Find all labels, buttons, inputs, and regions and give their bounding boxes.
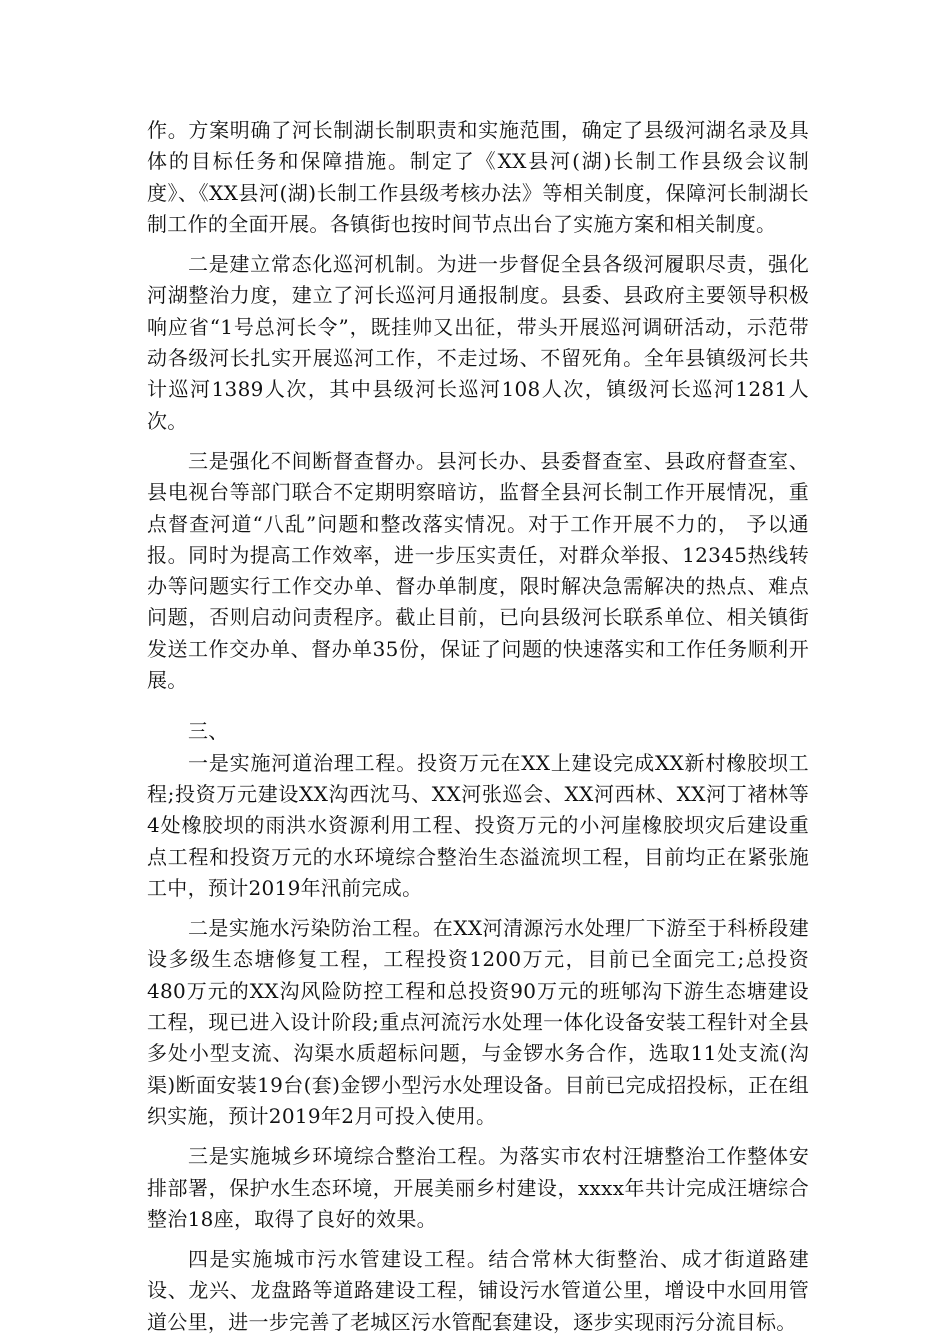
paragraph-environment-improvement: 三是实施城乡环境综合整治工程。为落实市农村汪塘整治工作整体安排部署，保护水生态环境，开展美丽乡村建设，xxxx年共计完成汪塘综合整治18座，取得了良好的效果。 — [147, 1144, 809, 1231]
paragraph-river-governance: 一是实施河道治理工程。投资万元在XX上建设完成XX新村橡胶坝工程;投资万元建设XX沟西沈马、XX河张巡会、XX河西林、XX河丁褚林等4处橡胶坝的雨洪水资源利用工程、投资万元的小河崖橡胶坝灾后建设重点工程和投资万元的水环境综合整治生态溢流坝工程，目前均正在紧张施工中，预计2019年汛前完成。 — [147, 750, 809, 900]
paragraph-continuation: 作。方案明确了河长制湖长制职责和实施范围，确定了县级河湖名录及具体的目标任务和保障措施。制定了《XX县河(湖)长制工作县级会议制度》、《XX县河(湖)长制工作县级考核办法》等相关制度，保障河长制湖长制工作的全面开展。各镇街也按时间节点出台了实施方案和相关制度。 — [147, 118, 809, 236]
section-heading: 三、 — [188, 719, 229, 744]
document-body — [147, 115, 809, 1338]
paragraph-supervision: 三是强化不间断督查督办。县河长办、县委督查室、县政府督查室、县电视台等部门联合不定期明察暗访，监督全县河长制工作开展情况，重点督查河道“八乱”问题和整改落实情况。对于工作开展不力的， 予以通报。同时为提高工作效率，进一步压实责任，对群众举报、12345热线转办等问题实行工作交办单、督办单制度，限时解决急需解决的热点、难点问题，否则启动问责程序。截止目前，已向县级河长联系单位、相关镇街发送工作交办单、督办单35份，保证了问题的快速落实和工作任务顺利开展。 — [147, 448, 809, 693]
paragraph-sewer-construction: 四是实施城市污水管建设工程。结合常林大街整治、成才街道路建设、龙兴、龙盘路等道路建设工程，铺设污水管道公里，增设中水回用管道公里，进一步完善了老城区污水管配套建设，逐步实现雨污分流目标。 — [147, 1247, 809, 1334]
paragraph-pollution-control: 二是实施水污染防治工程。在XX河清源污水处理厂下游至于科桥段建设多级生态塘修复工程，工程投资1200万元，目前已全面完工;总投资480万元的XX沟风险防控工程和总投资90万元的班郇沟下游生态塘建设工程，现已进入设计阶段;重点河流污水处理一体化设备安装工程针对全县多处小型支流、沟渠水质超标问题，与金锣水务合作，选取11处支流(沟渠)断面安装19台(套)金锣小型污水处理设备。目前已完成招投标，正在组织实施，预计2019年2月可投入使用。 — [147, 916, 809, 1128]
paragraph-patrol-mechanism: 二是建立常态化巡河机制。为进一步督促全县各级河履职尽责，强化河湖整治力度，建立了河长巡河月通报制度。县委、县政府主要领导积极响应省“1号总河长令”，既挂帅又出征，带头开展巡河调研活动，示范带动各级河长扎实开展巡河工作，不走过场、不留死角。全年县镇级河长共计巡河1389人次，其中县级河长巡河108人次，镇级河长巡河1281人次。 — [147, 252, 809, 433]
